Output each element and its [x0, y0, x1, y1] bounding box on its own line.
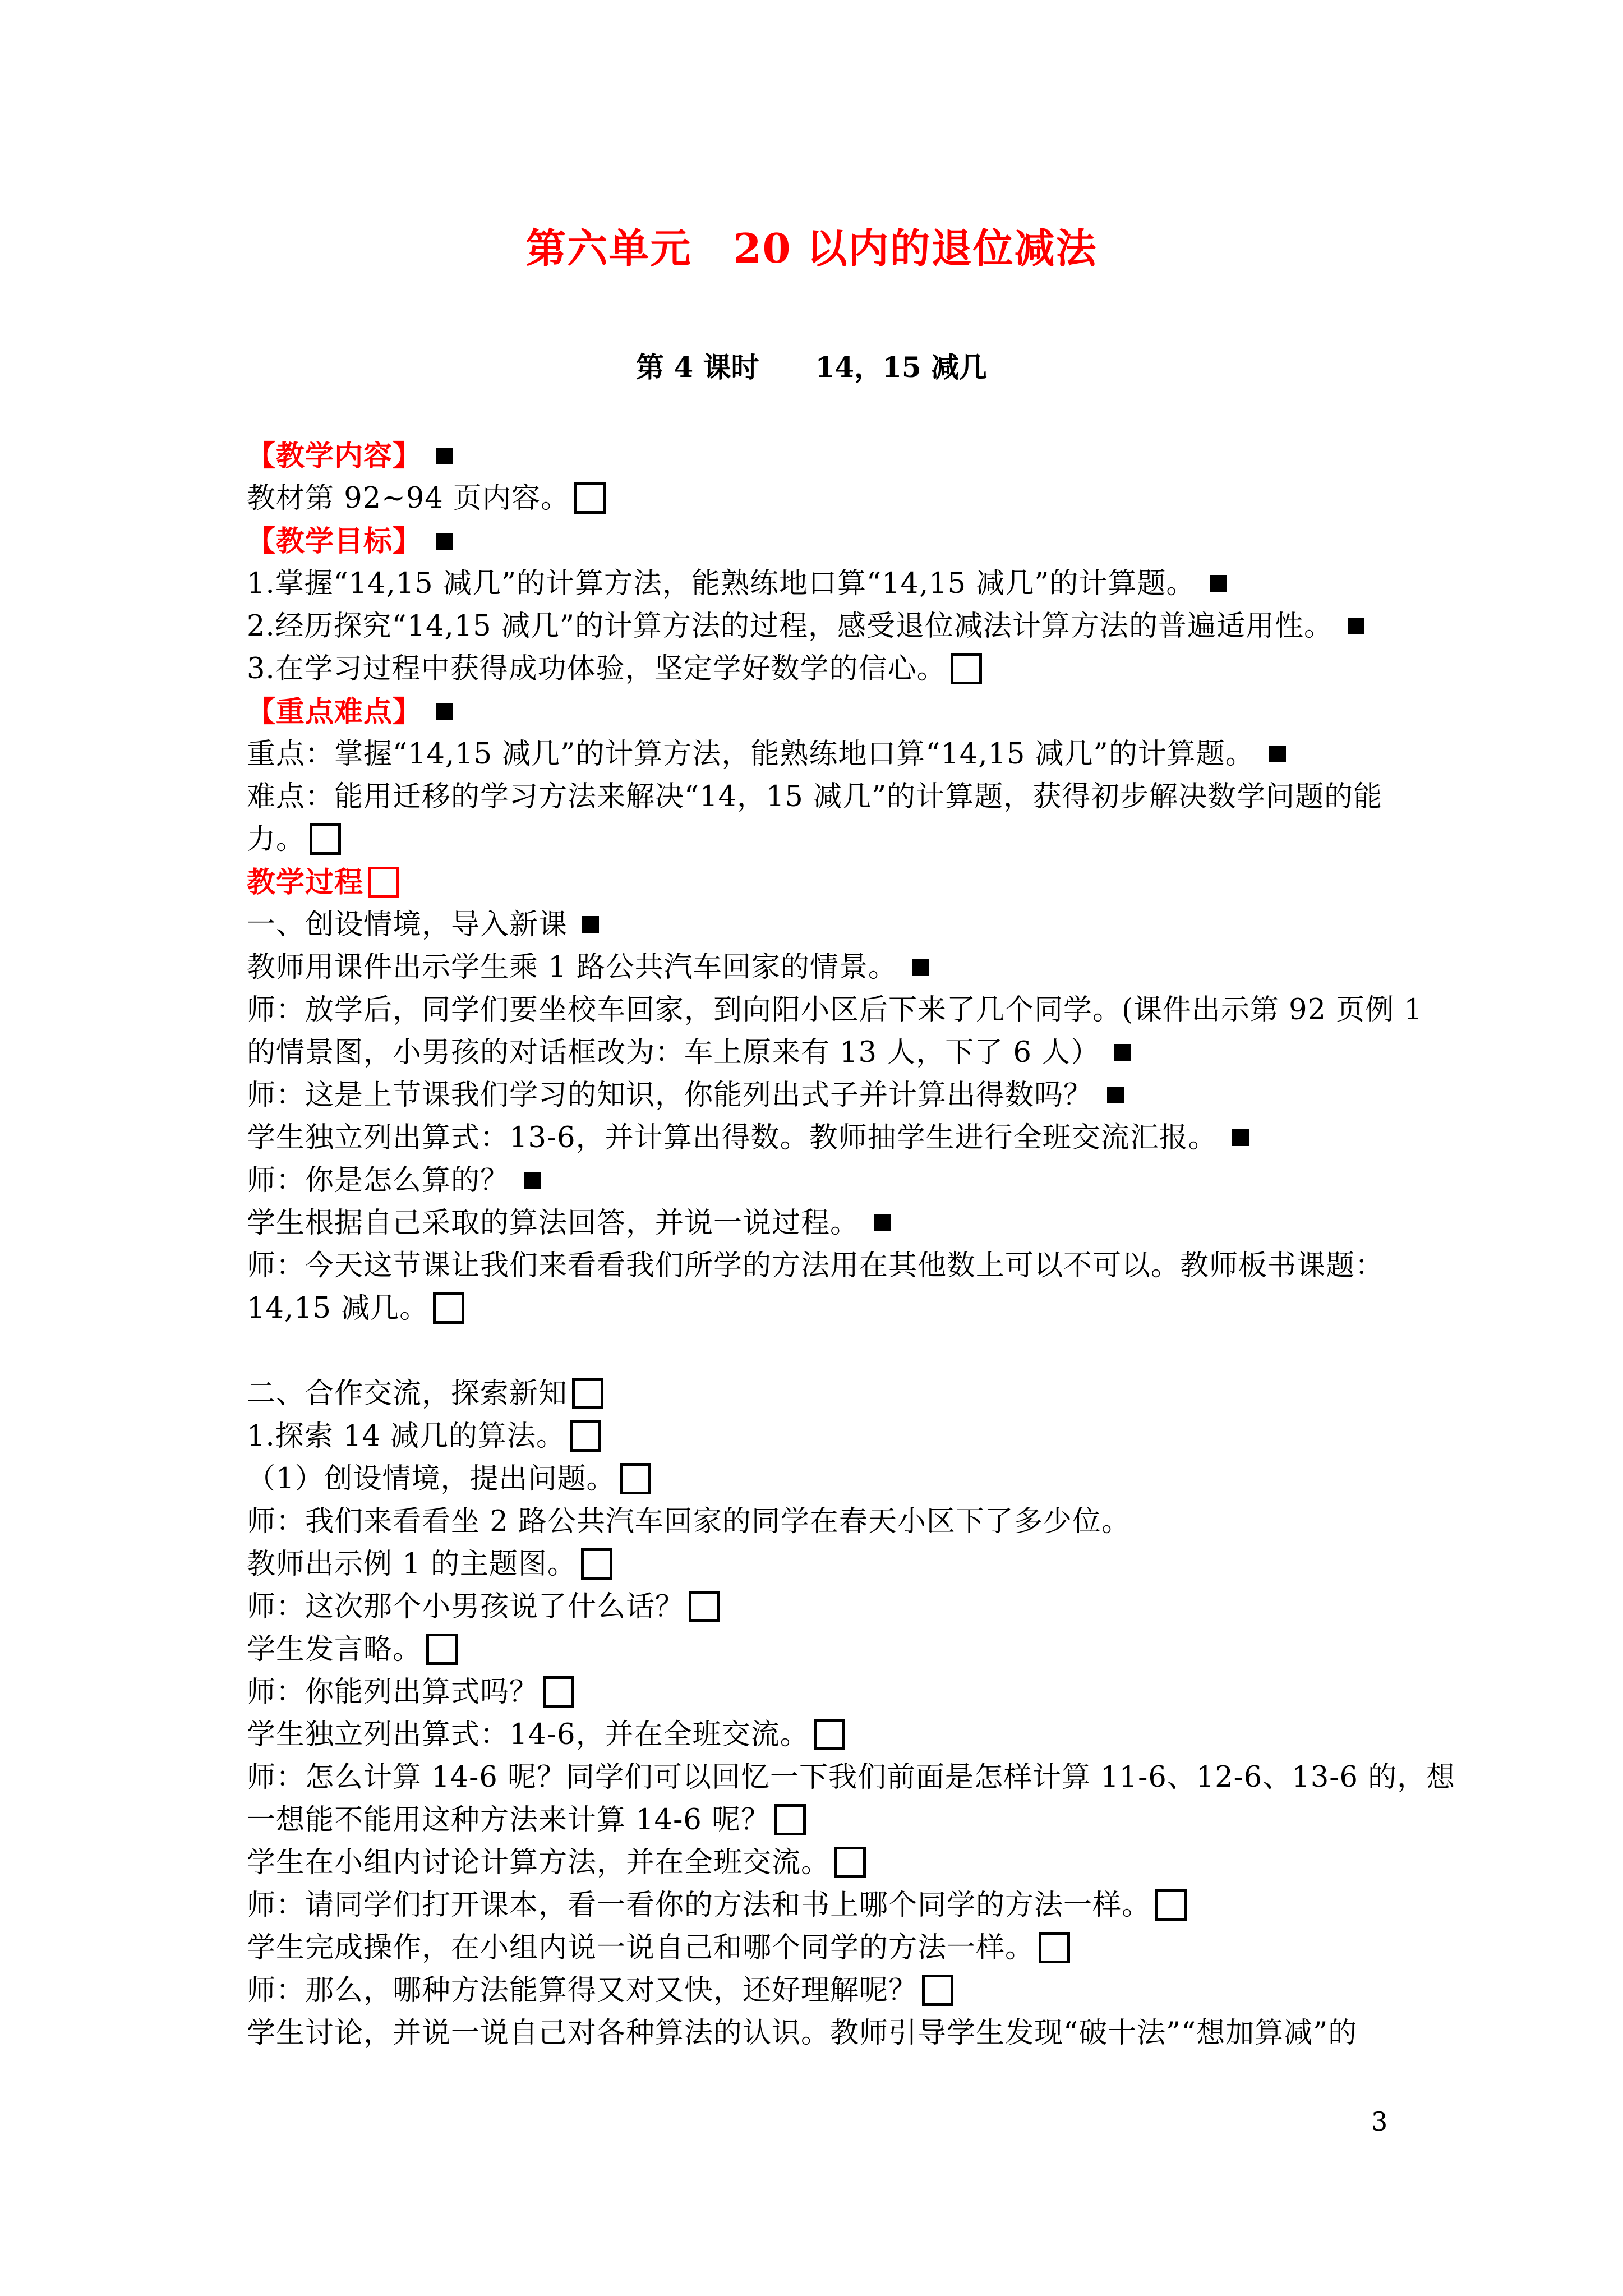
line-text: 一想能不能用这种方法来计算 14-6 呢？: [247, 1803, 771, 1837]
text-line: [247, 989, 1423, 1032]
line-text: 学生发言略。: [247, 1633, 422, 1666]
filled-square-icon: [874, 1214, 891, 1231]
line-text: 二、合作交流，探索新知: [247, 1377, 568, 1410]
empty-square-icon: [689, 1591, 720, 1622]
filled-square-icon: [436, 703, 453, 720]
text-line: [247, 904, 1391, 946]
text-line: [247, 1373, 1391, 1415]
filled-square-icon: [912, 959, 929, 976]
blank-line: [247, 1330, 1391, 1373]
line-text: 教师用课件出示学生乘 1 路公共汽车回家的情景。: [247, 951, 897, 984]
text-line: [247, 1927, 1391, 1970]
text-line: [247, 1202, 1391, 1245]
lesson-subtitle: 第 4 课时 14，15 减几: [635, 351, 988, 384]
empty-square-icon: [310, 823, 341, 855]
text-line: [247, 1032, 1391, 1074]
text-line: [247, 1458, 1391, 1501]
text-line: [247, 733, 1391, 776]
line-text: 学生讨论，并说一说自己对各种算法的认识。教师引导学生发现“破十法”“想加算减”的: [247, 2017, 1358, 2050]
text-line: [247, 1671, 1391, 1714]
line-text: 重点：掌握“14,15 减几”的计算方法，能熟练地口算“14,15 减几”的计算题。: [247, 738, 1255, 771]
filled-square-icon: [1348, 618, 1364, 634]
line-text: 3.在学习过程中获得成功体验，坚定学好数学的信心。: [247, 652, 946, 685]
line-text: （1）创设情境，提出问题。: [247, 1462, 616, 1496]
section-heading: [247, 861, 1391, 904]
empty-square-icon: [433, 1292, 464, 1324]
text-line: [247, 1287, 1391, 1330]
text-line: [247, 2012, 1391, 2055]
filled-square-icon: [436, 533, 453, 550]
empty-square-icon: [620, 1463, 651, 1494]
line-text: 14,15 减几。: [247, 1292, 429, 1325]
text-line: [247, 946, 1391, 989]
line-text: 【教学内容】: [247, 439, 422, 473]
text-line: [247, 1117, 1391, 1159]
empty-square-icon: [581, 1548, 612, 1580]
empty-square-icon: [834, 1847, 866, 1878]
line-text: 1.掌握“14,15 减几”的计算方法，能熟练地口算“14,15 减几”的计算题。: [247, 567, 1196, 600]
line-text: 学生独立列出算式：14-6，并在全班交流。: [247, 1718, 809, 1751]
line-text: 师：我们来看看坐 2 路公共汽车回家的同学在春天小区下了多少位。: [247, 1505, 1131, 1538]
section-heading: [247, 435, 1391, 477]
text-line: [247, 648, 1391, 691]
text-line: [247, 818, 1391, 861]
line-text: 师：怎么计算 14-6 呢？同学们可以回忆一下我们前面是怎样计算 11-6、12-6、13-6 的，想: [247, 1761, 1456, 1794]
line-text: 教学过程: [247, 866, 364, 899]
filled-square-icon: [1232, 1129, 1249, 1146]
line-text: 2.经历探究“14,15 减几”的计算方法的过程，感受退位减法计算方法的普遍适用性。: [247, 610, 1334, 643]
text-line: [247, 563, 1391, 605]
text-line: [247, 1074, 1391, 1117]
line-text: 的情景图，小男孩的对话框改为：车上原来有 13 人，下了 6 人）: [247, 1036, 1100, 1069]
text-line: [247, 1245, 1391, 1287]
line-text: 学生在小组内讨论计算方法，并在全班交流。: [247, 1846, 831, 1879]
empty-square-icon: [368, 867, 399, 898]
filled-square-icon: [1210, 575, 1227, 592]
text-line: [247, 477, 1391, 520]
text-line: [247, 1842, 1391, 1884]
empty-square-icon: [426, 1634, 458, 1665]
line-text: 力。: [247, 823, 306, 856]
text-line: [247, 1501, 1391, 1543]
page-number: 3: [1371, 2106, 1388, 2137]
text-line: [247, 1628, 1391, 1671]
empty-square-icon: [814, 1719, 845, 1750]
line-text: 教师出示例 1 的主题图。: [247, 1548, 577, 1581]
line-text: 师：放学后，同学们要坐校车回家，到向阳小区后下来了几个同学。(课件出示第 92 页例 1: [247, 993, 1423, 1027]
line-text: 师：今天这节课让我们来看看我们所学的方法用在其他数上可以不可以。教师板书课题：: [247, 1249, 1385, 1282]
empty-square-icon: [922, 1975, 953, 2006]
empty-square-icon: [1039, 1932, 1070, 1963]
empty-square-icon: [574, 482, 606, 514]
text-line: [247, 1970, 1391, 2012]
filled-square-icon: [524, 1172, 541, 1189]
section-heading: [247, 520, 1391, 563]
text-line: [247, 1799, 1391, 1842]
page-title: 第六单元 20 以内的退位减法: [525, 224, 1098, 272]
text-line: [247, 1159, 1391, 1202]
text-line: [247, 776, 1391, 818]
section-heading: [247, 691, 1391, 733]
line-text: 【教学目标】: [247, 524, 422, 558]
empty-square-icon: [570, 1420, 601, 1452]
filled-square-icon: [1114, 1044, 1131, 1061]
text-line: [247, 1543, 1391, 1586]
line-text: 【重点难点】: [247, 695, 422, 729]
text-line: [247, 1884, 1391, 1927]
line-text: 教材第 92~94 页内容。: [247, 482, 570, 515]
text-line: [247, 1415, 1391, 1458]
empty-square-icon: [543, 1676, 574, 1708]
line-text: 师：你是怎么算的？: [247, 1164, 510, 1197]
empty-square-icon: [951, 653, 982, 684]
line-text: 学生根据自己采取的算法回答，并说一说过程。: [247, 1207, 860, 1240]
line-text: 难点：能用迁移的学习方法来解决“14，15 减几”的计算题，获得初步解决数学问题的能: [247, 780, 1383, 813]
empty-square-icon: [572, 1378, 603, 1409]
line-text: 学生完成操作，在小组内说一说自己和哪个同学的方法一样。: [247, 1931, 1035, 1964]
line-text: 师：这是上节课我们学习的知识，你能列出式子并计算出得数吗？: [247, 1079, 1093, 1112]
text-line: [247, 1756, 1456, 1799]
filled-square-icon: [1269, 746, 1286, 762]
filled-square-icon: [582, 916, 599, 933]
line-text: 师：你能列出算式吗？: [247, 1676, 539, 1709]
line-text: 学生独立列出算式：13-6，并计算出得数。教师抽学生进行全班交流汇报。: [247, 1121, 1218, 1154]
line-text: 1.探索 14 减几的算法。: [247, 1420, 565, 1453]
text-line: [247, 1714, 1391, 1756]
line-text: 师：那么，哪种方法能算得又对又快，还好理解呢？: [247, 1974, 918, 2007]
line-text: 师：请同学们打开课本，看一看你的方法和书上哪个同学的方法一样。: [247, 1889, 1151, 1922]
line-text: 一、创设情境，导入新课: [247, 908, 568, 941]
filled-square-icon: [436, 448, 453, 464]
empty-square-icon: [774, 1804, 806, 1835]
empty-square-icon: [1155, 1889, 1187, 1921]
text-line: [247, 605, 1391, 648]
filled-square-icon: [1107, 1087, 1124, 1103]
line-text: 师：这次那个小男孩说了什么话？: [247, 1590, 685, 1623]
document-body: [247, 435, 1456, 2055]
text-line: [247, 1586, 1391, 1628]
